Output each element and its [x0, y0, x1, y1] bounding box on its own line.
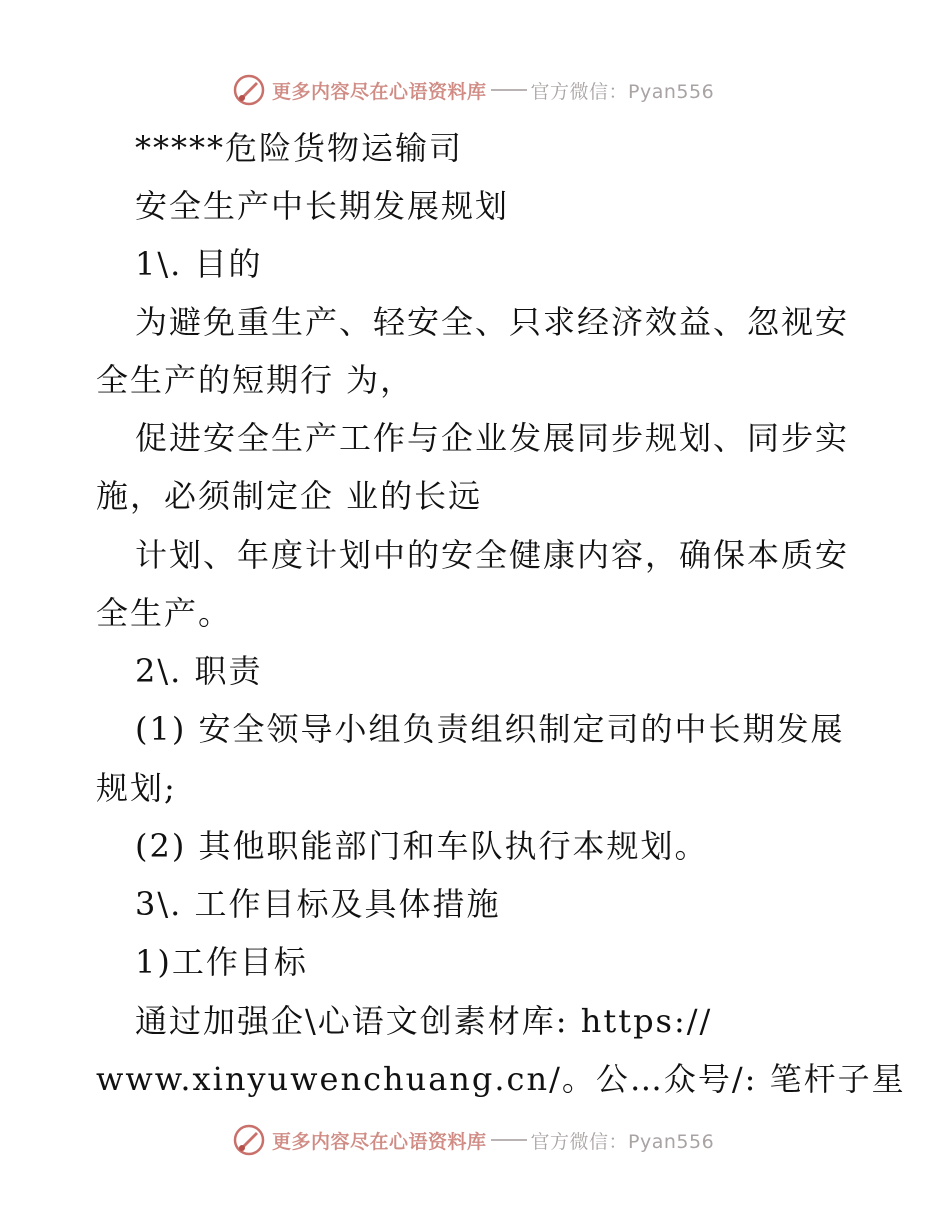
list-item-line: 规划; — [96, 769, 177, 807]
paragraph-line: 通过加强企\心语文创素材库: https:// — [135, 1002, 713, 1040]
banner-text: 更多内容尽在心语资料库 — [272, 1130, 487, 1153]
paragraph-line: 全生产。 — [96, 594, 233, 632]
brush-logo-icon — [232, 1123, 266, 1157]
banner-contact: 官方微信：Pyan556 — [530, 1130, 715, 1153]
paragraph-line: 全生产的短期行 为， — [96, 361, 415, 399]
banner-dash — [491, 89, 527, 91]
subsection-heading: 1)工作目标 — [135, 943, 308, 981]
list-item-line: (1) 安全领导小组负责组织制定司的中长期发展 — [135, 710, 845, 748]
brush-logo-icon — [232, 73, 266, 107]
paragraph-line: 为避免重生产、轻安全、只求经济效益、忽视安 — [135, 303, 850, 341]
section-heading-duties: 2\. 职责 — [135, 652, 263, 690]
section-heading-purpose: 1\. 目的 — [135, 245, 263, 283]
paragraph-line: 促进安全生产工作与企业发展同步规划、同步实 — [135, 419, 850, 457]
section-heading-goals: 3\. 工作目标及具体措施 — [135, 885, 501, 923]
paragraph-line: 施，必须制定企 业的长远 — [96, 477, 483, 515]
document-subtitle-line: 安全生产中长期发展规划 — [135, 187, 510, 225]
banner-contact: 官方微信：Pyan556 — [530, 80, 715, 103]
banner-dash — [491, 1139, 527, 1141]
document-title-line: *****危险货物运输司 — [135, 129, 464, 167]
list-item-line: (2) 其他职能部门和车队执行本规划。 — [135, 827, 709, 865]
header-banner — [232, 72, 714, 108]
paragraph-line: www.xinyuwenchuang.cn/。公…众号/: 笔杆子星 — [96, 1060, 906, 1098]
footer-banner — [232, 1122, 714, 1158]
paragraph-line: 计划、年度计划中的安全健康内容，确保本质安 — [135, 536, 850, 574]
banner-text: 更多内容尽在心语资料库 — [272, 80, 487, 103]
